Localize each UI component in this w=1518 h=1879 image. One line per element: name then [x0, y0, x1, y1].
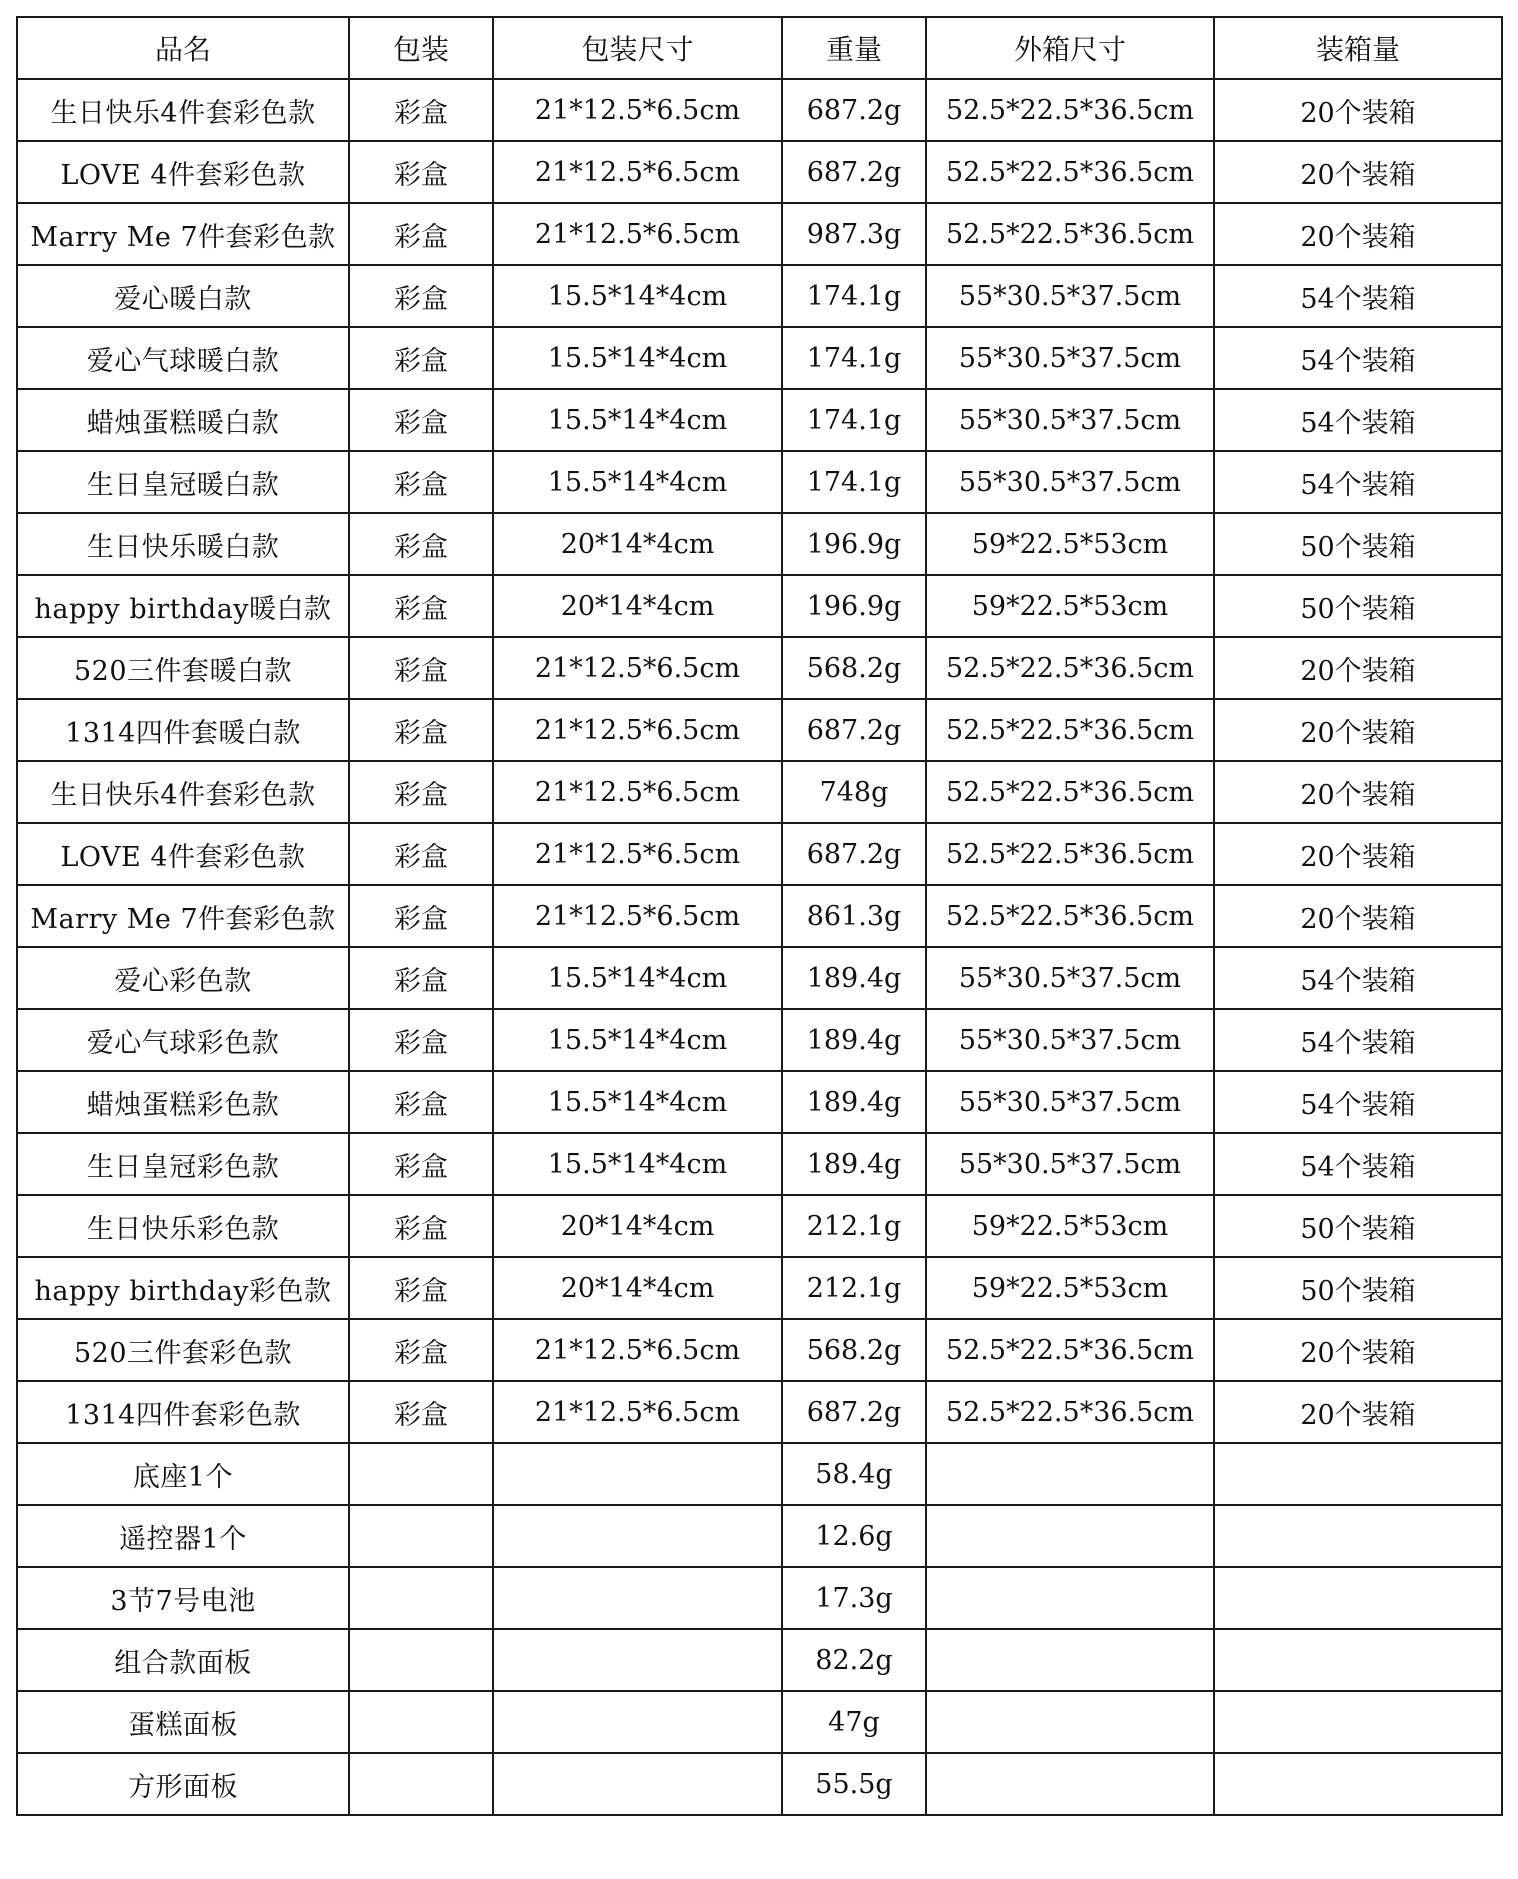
- table-row: [17, 575, 1502, 637]
- cell-carton-quantity: [1214, 1753, 1502, 1815]
- cell-carton-size: 52.5*22.5*36.5cm: [926, 1381, 1214, 1443]
- cell-packaging: 彩盒: [349, 823, 493, 885]
- cell-package-size: 21*12.5*6.5cm: [493, 79, 782, 141]
- cell-package-size: 20*14*4cm: [493, 1195, 782, 1257]
- cell-weight: 189.4g: [782, 1009, 926, 1071]
- cell-product-name: 1314四件套彩色款: [17, 1381, 349, 1443]
- cell-carton-size: [926, 1691, 1214, 1753]
- cell-product-name: 遥控器1个: [17, 1505, 349, 1567]
- cell-package-size: 21*12.5*6.5cm: [493, 1319, 782, 1381]
- header-row: [17, 17, 1502, 79]
- table-row: [17, 947, 1502, 1009]
- cell-package-size: 15.5*14*4cm: [493, 947, 782, 1009]
- cell-carton-size: 52.5*22.5*36.5cm: [926, 1319, 1214, 1381]
- cell-package-size: [493, 1443, 782, 1505]
- cell-product-name: 爱心暖白款: [17, 265, 349, 327]
- cell-package-size: [493, 1629, 782, 1691]
- cell-carton-quantity: 20个装箱: [1214, 699, 1502, 761]
- cell-weight: 687.2g: [782, 699, 926, 761]
- cell-weight: 58.4g: [782, 1443, 926, 1505]
- table-row: [17, 141, 1502, 203]
- cell-weight: 55.5g: [782, 1753, 926, 1815]
- cell-weight: 212.1g: [782, 1257, 926, 1319]
- cell-packaging: 彩盒: [349, 575, 493, 637]
- table-row: [17, 1443, 1502, 1505]
- cell-carton-size: 59*22.5*53cm: [926, 575, 1214, 637]
- cell-carton-quantity: 50个装箱: [1214, 1195, 1502, 1257]
- cell-packaging: 彩盒: [349, 1009, 493, 1071]
- cell-carton-quantity: 54个装箱: [1214, 389, 1502, 451]
- cell-product-name: 1314四件套暖白款: [17, 699, 349, 761]
- table-row: [17, 265, 1502, 327]
- table-row: [17, 885, 1502, 947]
- cell-product-name: 生日快乐4件套彩色款: [17, 79, 349, 141]
- table-row: [17, 823, 1502, 885]
- cell-carton-size: 52.5*22.5*36.5cm: [926, 79, 1214, 141]
- cell-weight: 47g: [782, 1691, 926, 1753]
- cell-carton-size: [926, 1629, 1214, 1691]
- table-row: [17, 389, 1502, 451]
- cell-carton-quantity: [1214, 1691, 1502, 1753]
- cell-package-size: [493, 1691, 782, 1753]
- header-product-name: 品名: [17, 17, 349, 79]
- cell-carton-size: 52.5*22.5*36.5cm: [926, 885, 1214, 947]
- cell-carton-quantity: [1214, 1505, 1502, 1567]
- table-row: [17, 451, 1502, 513]
- cell-packaging: 彩盒: [349, 637, 493, 699]
- table-row: [17, 1071, 1502, 1133]
- cell-carton-quantity: 20个装箱: [1214, 823, 1502, 885]
- cell-carton-quantity: 20个装箱: [1214, 79, 1502, 141]
- cell-carton-size: 59*22.5*53cm: [926, 1195, 1214, 1257]
- cell-weight: 212.1g: [782, 1195, 926, 1257]
- cell-carton-size: 59*22.5*53cm: [926, 513, 1214, 575]
- table-row: [17, 1319, 1502, 1381]
- header-carton-size: 外箱尺寸: [926, 17, 1214, 79]
- cell-carton-size: 55*30.5*37.5cm: [926, 327, 1214, 389]
- cell-carton-quantity: 50个装箱: [1214, 575, 1502, 637]
- table-body: [17, 79, 1502, 1815]
- cell-package-size: [493, 1567, 782, 1629]
- cell-packaging: 彩盒: [349, 1133, 493, 1195]
- table-row: [17, 79, 1502, 141]
- cell-weight: 196.9g: [782, 513, 926, 575]
- cell-product-name: 爱心气球暖白款: [17, 327, 349, 389]
- cell-carton-size: [926, 1505, 1214, 1567]
- table-row: [17, 1195, 1502, 1257]
- cell-weight: 568.2g: [782, 637, 926, 699]
- table-row: [17, 1567, 1502, 1629]
- cell-carton-size: 55*30.5*37.5cm: [926, 1133, 1214, 1195]
- cell-product-name: 生日快乐暖白款: [17, 513, 349, 575]
- cell-package-size: 20*14*4cm: [493, 513, 782, 575]
- cell-package-size: 21*12.5*6.5cm: [493, 699, 782, 761]
- cell-packaging: 彩盒: [349, 947, 493, 1009]
- cell-package-size: [493, 1753, 782, 1815]
- cell-package-size: 21*12.5*6.5cm: [493, 141, 782, 203]
- cell-product-name: 方形面板: [17, 1753, 349, 1815]
- cell-package-size: 15.5*14*4cm: [493, 451, 782, 513]
- cell-product-name: 蛋糕面板: [17, 1691, 349, 1753]
- cell-carton-quantity: 20个装箱: [1214, 1319, 1502, 1381]
- cell-package-size: [493, 1505, 782, 1567]
- cell-packaging: 彩盒: [349, 1195, 493, 1257]
- cell-carton-quantity: 54个装箱: [1214, 947, 1502, 1009]
- cell-package-size: 21*12.5*6.5cm: [493, 885, 782, 947]
- table-row: [17, 699, 1502, 761]
- cell-product-name: 底座1个: [17, 1443, 349, 1505]
- cell-weight: 174.1g: [782, 265, 926, 327]
- cell-product-name: 蜡烛蛋糕彩色款: [17, 1071, 349, 1133]
- cell-carton-quantity: 20个装箱: [1214, 1381, 1502, 1443]
- cell-product-name: 生日快乐4件套彩色款: [17, 761, 349, 823]
- cell-carton-size: 55*30.5*37.5cm: [926, 947, 1214, 1009]
- cell-weight: 687.2g: [782, 1381, 926, 1443]
- cell-product-name: 组合款面板: [17, 1629, 349, 1691]
- table-row: [17, 203, 1502, 265]
- table-row: [17, 1009, 1502, 1071]
- cell-carton-size: 52.5*22.5*36.5cm: [926, 823, 1214, 885]
- cell-package-size: 21*12.5*6.5cm: [493, 203, 782, 265]
- cell-carton-size: [926, 1567, 1214, 1629]
- cell-packaging: 彩盒: [349, 203, 493, 265]
- cell-product-name: LOVE 4件套彩色款: [17, 141, 349, 203]
- cell-weight: 189.4g: [782, 1071, 926, 1133]
- cell-weight: 861.3g: [782, 885, 926, 947]
- cell-weight: 687.2g: [782, 141, 926, 203]
- cell-product-name: Marry Me 7件套彩色款: [17, 203, 349, 265]
- cell-packaging: 彩盒: [349, 1319, 493, 1381]
- cell-carton-size: 55*30.5*37.5cm: [926, 389, 1214, 451]
- cell-weight: 568.2g: [782, 1319, 926, 1381]
- cell-packaging: 彩盒: [349, 513, 493, 575]
- cell-packaging: 彩盒: [349, 79, 493, 141]
- table-row: [17, 761, 1502, 823]
- cell-packaging: 彩盒: [349, 761, 493, 823]
- cell-packaging: 彩盒: [349, 141, 493, 203]
- cell-product-name: 3节7号电池: [17, 1567, 349, 1629]
- cell-carton-quantity: 20个装箱: [1214, 141, 1502, 203]
- cell-packaging: 彩盒: [349, 265, 493, 327]
- cell-carton-size: 52.5*22.5*36.5cm: [926, 637, 1214, 699]
- cell-package-size: 21*12.5*6.5cm: [493, 637, 782, 699]
- table-row: [17, 637, 1502, 699]
- cell-product-name: 520三件套彩色款: [17, 1319, 349, 1381]
- cell-carton-size: 55*30.5*37.5cm: [926, 265, 1214, 327]
- cell-packaging: [349, 1567, 493, 1629]
- cell-carton-size: 55*30.5*37.5cm: [926, 1009, 1214, 1071]
- cell-packaging: 彩盒: [349, 327, 493, 389]
- cell-carton-quantity: [1214, 1629, 1502, 1691]
- cell-package-size: 15.5*14*4cm: [493, 265, 782, 327]
- cell-carton-quantity: 50个装箱: [1214, 1257, 1502, 1319]
- cell-product-name: LOVE 4件套彩色款: [17, 823, 349, 885]
- cell-product-name: 爱心气球彩色款: [17, 1009, 349, 1071]
- cell-weight: 687.2g: [782, 823, 926, 885]
- table-row: [17, 327, 1502, 389]
- cell-package-size: 15.5*14*4cm: [493, 1133, 782, 1195]
- cell-carton-quantity: 54个装箱: [1214, 1071, 1502, 1133]
- table-row: [17, 513, 1502, 575]
- cell-carton-quantity: 20个装箱: [1214, 203, 1502, 265]
- cell-packaging: 彩盒: [349, 885, 493, 947]
- cell-weight: 748g: [782, 761, 926, 823]
- cell-carton-size: 52.5*22.5*36.5cm: [926, 203, 1214, 265]
- cell-weight: 687.2g: [782, 79, 926, 141]
- cell-product-name: Marry Me 7件套彩色款: [17, 885, 349, 947]
- cell-product-name: happy birthday暖白款: [17, 575, 349, 637]
- cell-packaging: 彩盒: [349, 1381, 493, 1443]
- cell-product-name: 生日快乐彩色款: [17, 1195, 349, 1257]
- cell-carton-quantity: [1214, 1443, 1502, 1505]
- cell-packaging: 彩盒: [349, 1071, 493, 1133]
- cell-packaging: [349, 1443, 493, 1505]
- cell-weight: 174.1g: [782, 327, 926, 389]
- table-row: [17, 1505, 1502, 1567]
- cell-carton-size: [926, 1753, 1214, 1815]
- table-row: [17, 1691, 1502, 1753]
- table-row: [17, 1257, 1502, 1319]
- cell-weight: 174.1g: [782, 389, 926, 451]
- cell-weight: 82.2g: [782, 1629, 926, 1691]
- cell-weight: 174.1g: [782, 451, 926, 513]
- cell-carton-quantity: 50个装箱: [1214, 513, 1502, 575]
- table-row: [17, 1753, 1502, 1815]
- cell-packaging: 彩盒: [349, 699, 493, 761]
- cell-packaging: [349, 1691, 493, 1753]
- cell-product-name: 生日皇冠暖白款: [17, 451, 349, 513]
- cell-weight: 987.3g: [782, 203, 926, 265]
- cell-packaging: [349, 1629, 493, 1691]
- cell-package-size: 20*14*4cm: [493, 1257, 782, 1319]
- cell-carton-quantity: [1214, 1567, 1502, 1629]
- cell-packaging: [349, 1505, 493, 1567]
- header-package-size: 包装尺寸: [493, 17, 782, 79]
- cell-package-size: 21*12.5*6.5cm: [493, 1381, 782, 1443]
- cell-carton-quantity: 20个装箱: [1214, 637, 1502, 699]
- cell-carton-quantity: 20个装箱: [1214, 885, 1502, 947]
- cell-carton-quantity: 20个装箱: [1214, 761, 1502, 823]
- cell-carton-quantity: 54个装箱: [1214, 327, 1502, 389]
- cell-packaging: 彩盒: [349, 1257, 493, 1319]
- cell-packaging: 彩盒: [349, 389, 493, 451]
- header-carton-quantity: 装箱量: [1214, 17, 1502, 79]
- cell-product-name: 生日皇冠彩色款: [17, 1133, 349, 1195]
- cell-packaging: [349, 1753, 493, 1815]
- table-header: [17, 17, 1502, 79]
- cell-product-name: 爱心彩色款: [17, 947, 349, 1009]
- table-row: [17, 1133, 1502, 1195]
- product-spec-table: [16, 16, 1503, 1816]
- cell-carton-quantity: 54个装箱: [1214, 265, 1502, 327]
- cell-product-name: happy birthday彩色款: [17, 1257, 349, 1319]
- cell-carton-size: 55*30.5*37.5cm: [926, 1071, 1214, 1133]
- cell-weight: 17.3g: [782, 1567, 926, 1629]
- cell-carton-size: 52.5*22.5*36.5cm: [926, 761, 1214, 823]
- cell-weight: 189.4g: [782, 1133, 926, 1195]
- cell-product-name: 蜡烛蛋糕暖白款: [17, 389, 349, 451]
- cell-package-size: 21*12.5*6.5cm: [493, 823, 782, 885]
- cell-package-size: 15.5*14*4cm: [493, 327, 782, 389]
- cell-carton-quantity: 54个装箱: [1214, 1009, 1502, 1071]
- cell-package-size: 21*12.5*6.5cm: [493, 761, 782, 823]
- cell-package-size: 15.5*14*4cm: [493, 1009, 782, 1071]
- cell-weight: 189.4g: [782, 947, 926, 1009]
- cell-weight: 196.9g: [782, 575, 926, 637]
- header-weight: 重量: [782, 17, 926, 79]
- cell-carton-quantity: 54个装箱: [1214, 1133, 1502, 1195]
- table-row: [17, 1629, 1502, 1691]
- cell-carton-quantity: 54个装箱: [1214, 451, 1502, 513]
- table-row: [17, 1381, 1502, 1443]
- cell-package-size: 20*14*4cm: [493, 575, 782, 637]
- cell-carton-size: 59*22.5*53cm: [926, 1257, 1214, 1319]
- cell-carton-size: 52.5*22.5*36.5cm: [926, 699, 1214, 761]
- cell-package-size: 15.5*14*4cm: [493, 1071, 782, 1133]
- cell-packaging: 彩盒: [349, 451, 493, 513]
- cell-product-name: 520三件套暖白款: [17, 637, 349, 699]
- cell-weight: 12.6g: [782, 1505, 926, 1567]
- header-packaging: 包装: [349, 17, 493, 79]
- cell-carton-size: [926, 1443, 1214, 1505]
- cell-carton-size: 55*30.5*37.5cm: [926, 451, 1214, 513]
- cell-carton-size: 52.5*22.5*36.5cm: [926, 141, 1214, 203]
- cell-package-size: 15.5*14*4cm: [493, 389, 782, 451]
